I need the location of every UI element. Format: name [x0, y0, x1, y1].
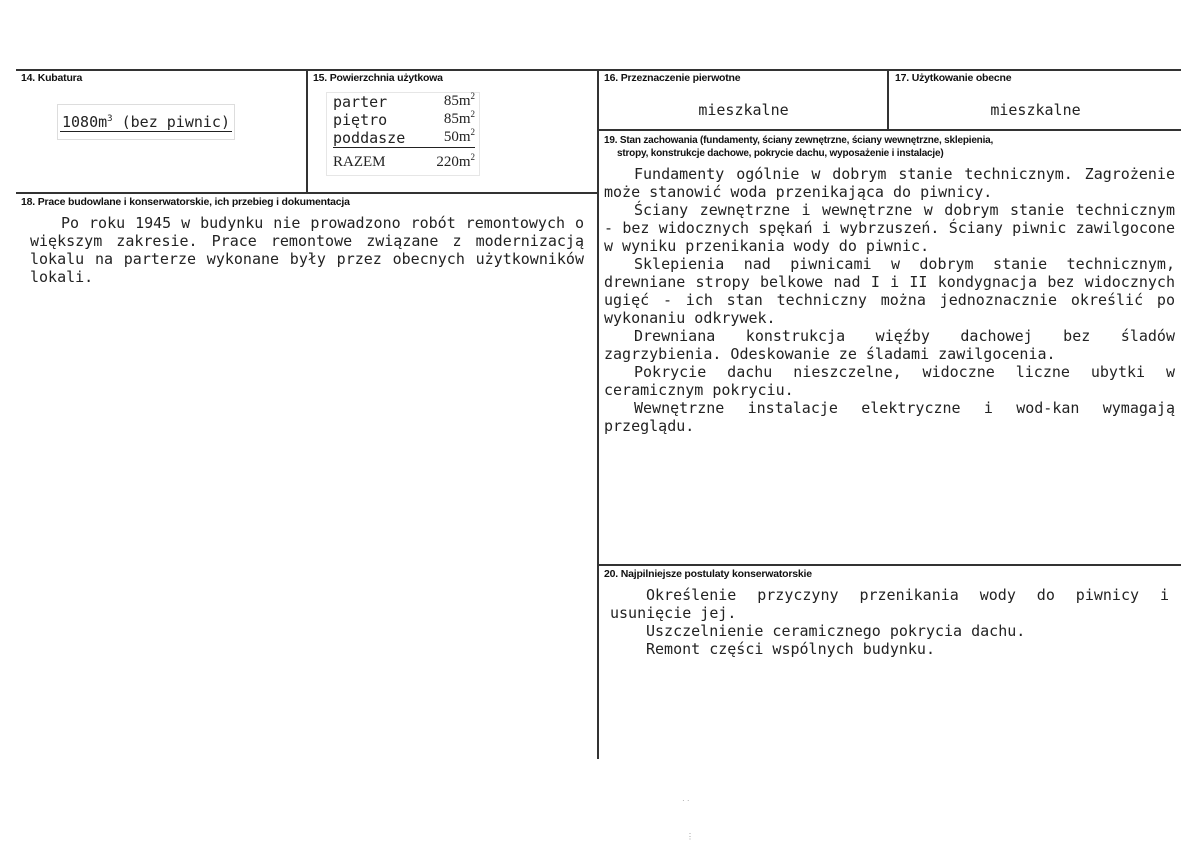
- area-row-poddasze: poddasze $50m^2$: [333, 127, 475, 147]
- stan-paragraph: Drewniana konstrukcja więźby dachowej bez śladów zagrzybienia. Odeskowanie ze śladami zawilgocenia.: [604, 327, 1175, 363]
- right-section-divider-16-19: [598, 129, 1181, 131]
- label-prace-budowlane: 18. Prace budowlane i konserwatorskie, ich przebieg i dokumentacja: [21, 196, 350, 208]
- main-vertical-divider: [597, 69, 599, 759]
- przeznaczenie-value: mieszkalne: [698, 101, 789, 119]
- prace-paragraph: Po roku 1945 w budynku nie prowadzono robót remontowych o większym zakresie. Prace remontowe związane z modernizacją lokalu na parterze wykonane były przez obecnych użytkowników lokali.: [30, 214, 584, 286]
- area-table: [326, 92, 480, 176]
- label-kubatura: 14. Kubatura: [21, 72, 83, 84]
- label-postulaty-konserwatorskie: 20. Najpilniejsze postulaty konserwatorskie: [604, 568, 812, 580]
- prace-budowlane-text: [30, 214, 584, 286]
- divider-16-17: [887, 69, 889, 131]
- divider-14-15: [306, 69, 308, 194]
- stan-paragraph: Ściany zewnętrzne i wewnętrzne w dobrym stanie technicznym - bez widocznych spękań i wybrzuszeń. Ściany piwnic zawilgocone w wyniku przenikania wody do piwnic.: [604, 201, 1175, 255]
- postulaty-text: [610, 586, 1169, 658]
- stan-paragraph: Wewnętrzne instalacje elektryczne i wod-kan wymagają przeglądu.: [604, 399, 1175, 435]
- kubatura-value: $1080m^3$ (bez piwnic): [62, 112, 230, 131]
- postulaty-paragraph: Remont części wspólnych budynku.: [646, 640, 935, 658]
- postulaty-paragraph: Określenie przyczyny przenikania wody do piwnicy i usunięcie jej.: [610, 586, 1169, 622]
- uzytkowanie-value: mieszkalne: [990, 101, 1081, 119]
- area-row-pietro: piętro $85m^2$: [333, 109, 475, 129]
- scan-speck: ⋮: [686, 832, 694, 841]
- area-row-parter: parter $85m^2$: [333, 91, 475, 111]
- stan-zachowania-text: [604, 165, 1175, 435]
- postulaty-paragraph: Uszczelnienie ceramicznego pokrycia dachu.: [646, 622, 1026, 640]
- stan-paragraph: Sklepienia nad piwnicami w dobrym stanie technicznym, drewniane stropy belkowe nad I i II kondygnacja bez widocznych ugięć - ich stan techniczny można jednoznacznie określić po wykonaniu odkrywek.: [604, 255, 1175, 327]
- label-powierzchnia-uzytkowa: 15. Powierzchnia użytkowa: [313, 72, 443, 84]
- kubatura-value-box: [57, 104, 235, 140]
- right-section-divider-19-20: [598, 564, 1181, 566]
- area-row-razem: RAZEM $220m^2$: [333, 152, 475, 170]
- label-uzytkowanie-obecne: 17. Użytkowanie obecne: [895, 72, 1012, 84]
- scan-speck: · ·: [682, 796, 690, 805]
- label-przeznaczenie-pierwotne: 16. Przeznaczenie pierwotne: [604, 72, 741, 84]
- stan-paragraph: Pokrycie dachu nieszczelne, widoczne liczne ubytki w ceramicznym pokryciu.: [604, 363, 1175, 399]
- stan-paragraph: Fundamenty ogólnie w dobrym stanie technicznym. Zagrożenie może stanowić woda przenikająca do piwnicy.: [604, 165, 1175, 201]
- label-stan-zachowania: 19. Stan zachowania (fundamenty, ściany zewnętrzne, ściany wewnętrzne, sklepienia, stropy, konstrukcje dachowe, pokrycie dachu, wyposażenie i instalacje): [604, 135, 994, 159]
